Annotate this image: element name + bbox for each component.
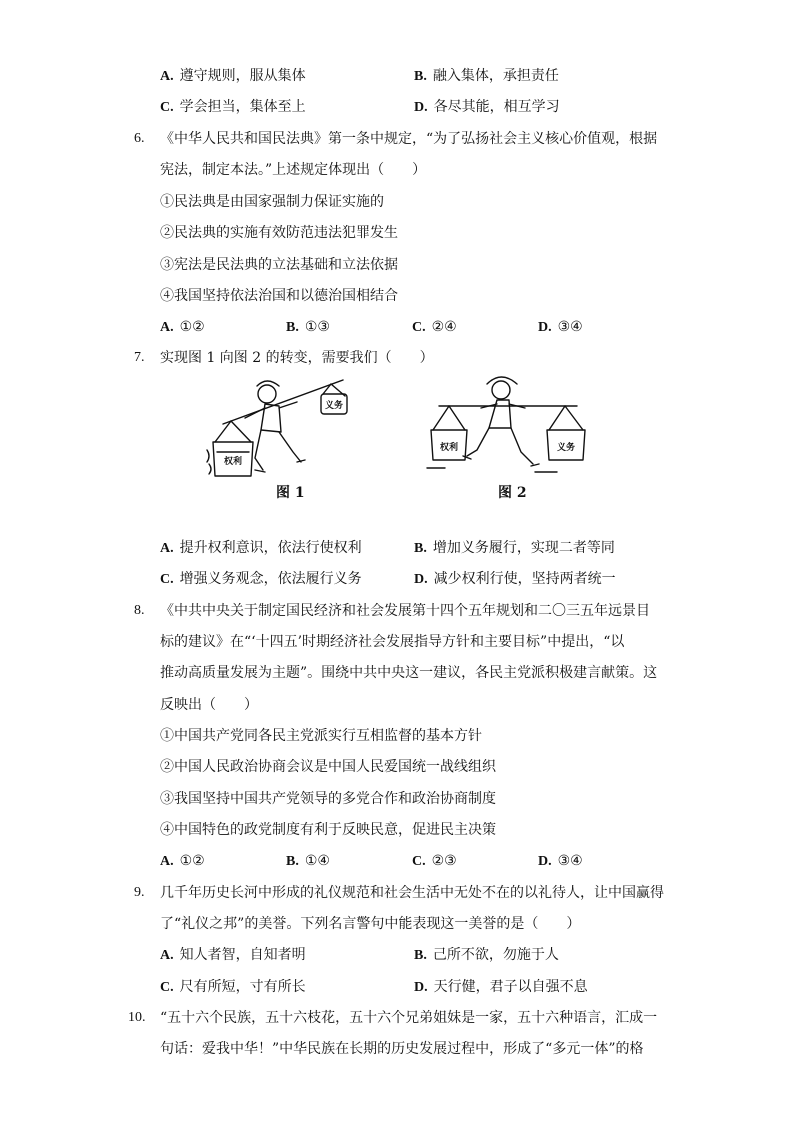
- q8-statement-3: ③我国坚持中国共产党领导的多党合作和政治协商制度: [160, 791, 496, 807]
- figure-1-caption: 图 1: [276, 485, 305, 501]
- q5-option-a[interactable]: A. 遵守规则，服从集体: [160, 68, 306, 84]
- q9-option-c[interactable]: C. 尺有所短，寸有所长: [160, 979, 306, 995]
- q6-option-d[interactable]: D. ③④: [538, 319, 583, 335]
- fig1-duties-label: 义务: [324, 401, 344, 411]
- q8-number: 8.: [134, 603, 145, 618]
- q9-number: 9.: [134, 885, 145, 900]
- q6-number: 6.: [134, 131, 145, 146]
- q9-stem-line1: 几千年历史长河中形成的礼仪规范和社会生活中无处不在的以礼待人，让中国赢得: [160, 885, 664, 901]
- q6-statement-4: ④我国坚持依法治国和以德治国相结合: [160, 288, 398, 304]
- q8-stem-line4: 反映出（ ）: [160, 697, 258, 713]
- q8-option-b[interactable]: B. ①④: [286, 853, 330, 869]
- q7-option-c[interactable]: C. 增强义务观念，依法履行义务: [160, 571, 362, 587]
- q7-number: 7.: [134, 350, 145, 365]
- q9-option-d[interactable]: D. 天行健，君子以自强不息: [414, 979, 588, 995]
- q5-option-c[interactable]: C. 学会担当，集体至上: [160, 99, 306, 115]
- q10-stem-line2: 句话：爱我中华！”中华民族在长期的历史发展过程中，形成了“多元一体”的格: [160, 1041, 644, 1057]
- q10-number: 10.: [128, 1010, 146, 1025]
- q6-statement-1: ①民法典是由国家强制力保证实施的: [160, 194, 384, 210]
- q6-option-c[interactable]: C. ②④: [412, 319, 457, 335]
- q10-stem-line1: “五十六个民族，五十六枝花，五十六个兄弟姐妹是一家，五十六种语言，汇成一: [160, 1010, 658, 1026]
- fig2-duties-label: 义务: [556, 443, 576, 453]
- q8-statement-1: ①中国共产党同各民主党派实行互相监督的基本方针: [160, 728, 482, 744]
- q8-stem-line2: 标的建议》在“‘十四五’时期经济社会发展指导方针和主要目标”中提出，“以: [160, 634, 625, 650]
- q6-statement-3: ③宪法是民法典的立法基础和立法依据: [160, 257, 398, 273]
- q8-option-c[interactable]: C. ②③: [412, 853, 457, 869]
- figure-2-caption: 图 2: [498, 485, 527, 501]
- q8-option-a[interactable]: A. ①②: [160, 853, 205, 869]
- q6-stem-line1: 《中华人民共和国民法典》第一条中规定，“为了弘扬社会主义核心价值观，根据: [160, 131, 658, 147]
- q7-stem: 实现图 1 向图 2 的转变，需要我们（ ）: [160, 350, 434, 366]
- figure-1-illustration: [205, 372, 355, 482]
- q8-stem-line3: 推动高质量发展为主题”。围绕中共中央这一建议，各民主党派积极建言献策。这: [160, 665, 658, 681]
- fig2-rights-label: 权利: [439, 443, 459, 453]
- q8-stem-line1: 《中共中央关于制定国民经济和社会发展第十四个五年规划和二〇三五年远景目: [160, 603, 650, 619]
- figure-2-illustration: [425, 372, 590, 482]
- q6-option-b[interactable]: B. ①③: [286, 319, 330, 335]
- q9-option-a[interactable]: A. 知人者智，自知者明: [160, 947, 306, 963]
- q8-option-d[interactable]: D. ③④: [538, 853, 583, 869]
- q9-stem-line2: 了“礼仪之邦”的美誉。下列名言警句中能表现这一美誉的是（ ）: [160, 916, 581, 932]
- q5-option-d[interactable]: D. 各尽其能，相互学习: [414, 99, 560, 115]
- q8-statement-2: ②中国人民政治协商会议是中国人民爱国统一战线组织: [160, 759, 496, 775]
- fig1-rights-label: 权利: [223, 457, 243, 467]
- q7-option-b[interactable]: B. 增加义务履行，实现二者等同: [414, 540, 615, 556]
- q8-statement-4: ④中国特色的政党制度有利于反映民意，促进民主决策: [160, 822, 496, 838]
- q6-statement-2: ②民法典的实施有效防范违法犯罪发生: [160, 225, 398, 241]
- q6-stem-line2: 宪法，制定本法。”上述规定体现出（ ）: [160, 162, 427, 178]
- q7-option-d[interactable]: D. 减少权利行使，坚持两者统一: [414, 571, 616, 587]
- q5-option-b[interactable]: B. 融入集体，承担责任: [414, 68, 559, 84]
- q7-option-a[interactable]: A. 提升权利意识，依法行使权利: [160, 540, 362, 556]
- q9-option-b[interactable]: B. 己所不欲，勿施于人: [414, 947, 559, 963]
- q6-option-a[interactable]: A. ①②: [160, 319, 205, 335]
